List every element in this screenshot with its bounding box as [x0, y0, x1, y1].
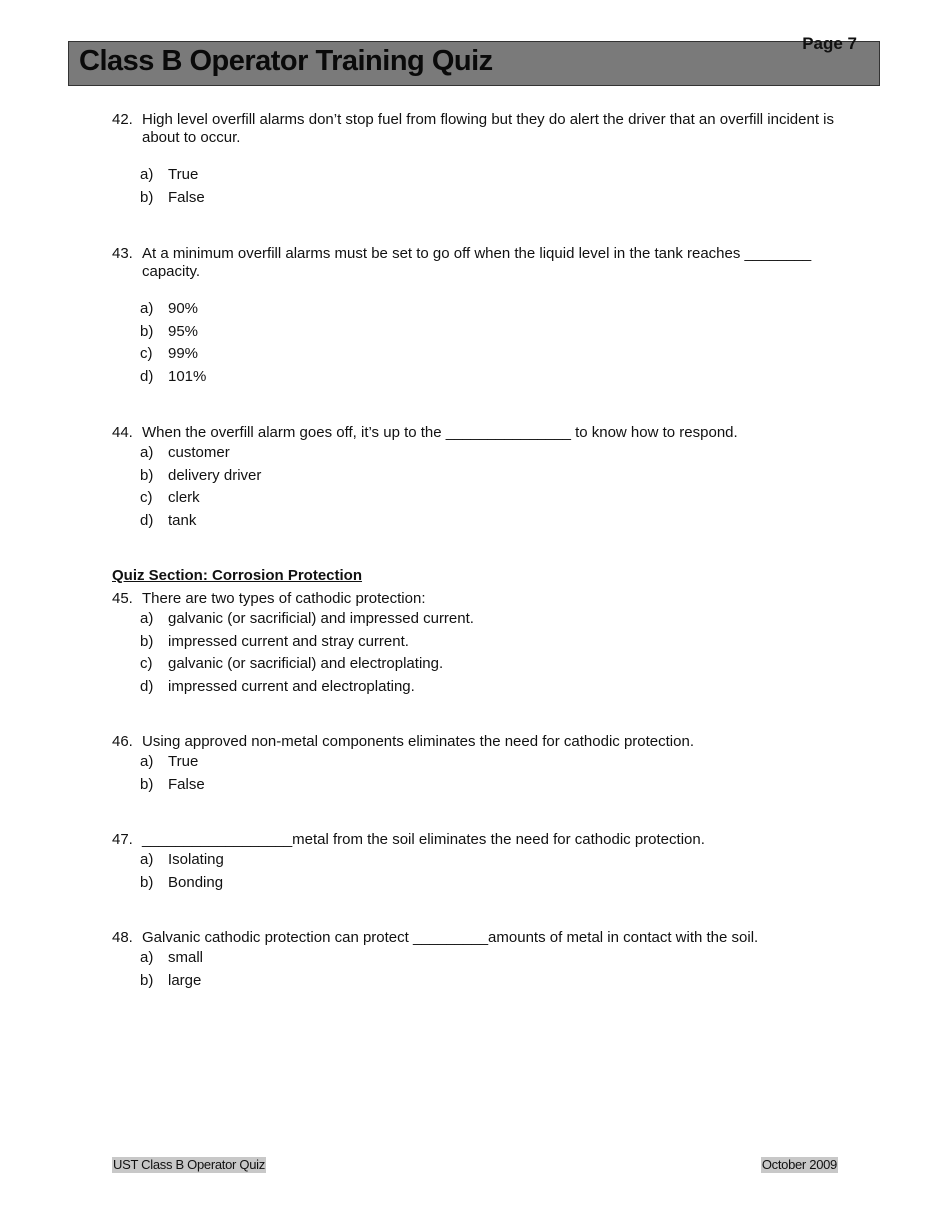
- option-letter: d): [140, 511, 154, 529]
- question-text: When the overfill alarm goes off, it’s up to the _______________ to know how to respond.: [142, 424, 738, 441]
- question-number: 44.: [112, 424, 133, 441]
- question-number: 48.: [112, 929, 133, 946]
- option-text: Isolating: [168, 851, 224, 868]
- answer-option[interactable]: [140, 487, 840, 510]
- option-text: False: [168, 775, 205, 793]
- question-stem: [112, 590, 840, 608]
- answer-option[interactable]: [140, 510, 840, 533]
- section-heading: Quiz Section: Corrosion Protection: [112, 567, 363, 584]
- option-letter: a): [140, 753, 154, 770]
- option-letter: a): [140, 610, 154, 627]
- option-text: True: [168, 166, 199, 183]
- question-46: [112, 733, 840, 796]
- answer-option[interactable]: [140, 366, 840, 389]
- footer-document-name: UST Class B Operator Quiz: [113, 1157, 265, 1172]
- answer-options: [112, 298, 840, 388]
- answer-options: [112, 849, 840, 894]
- question-text: At a minimum overfill alarms must be set to go off when the liquid level in the tank reaches ________ capacity.: [142, 245, 812, 280]
- question-number: 47.: [112, 831, 133, 848]
- answer-options: [112, 751, 840, 796]
- question-number: 46.: [112, 733, 133, 750]
- option-letter: b): [140, 632, 154, 650]
- question-stem: [112, 245, 840, 281]
- question-number: 43.: [112, 245, 133, 262]
- question-number: 42.: [112, 111, 133, 128]
- question-stem: [112, 733, 840, 751]
- quiz-content: [112, 111, 840, 992]
- option-text: 99%: [168, 345, 199, 362]
- option-text: Bonding: [168, 873, 224, 891]
- option-text: clerk: [168, 489, 200, 506]
- option-text: impressed current and stray current.: [168, 632, 409, 650]
- option-letter: b): [140, 466, 154, 484]
- option-text: 95%: [168, 322, 199, 340]
- question-text: __________________metal from the soil eliminates the need for cathodic protection.: [142, 831, 705, 848]
- answer-option[interactable]: [140, 187, 840, 210]
- answer-option[interactable]: [140, 751, 840, 774]
- answer-options: [112, 947, 840, 992]
- option-text: delivery driver: [168, 466, 262, 484]
- option-text: galvanic (or sacrificial) and electroplating.: [168, 655, 444, 672]
- option-letter: d): [140, 367, 154, 385]
- option-text: tank: [168, 511, 197, 529]
- option-text: 101%: [168, 367, 207, 385]
- answer-option[interactable]: [140, 676, 840, 699]
- header-bar: [68, 34, 880, 86]
- option-text: True: [168, 753, 199, 770]
- answer-option[interactable]: [140, 442, 840, 465]
- answer-option[interactable]: [140, 631, 840, 654]
- question-text: There are two types of cathodic protection:: [142, 590, 426, 607]
- option-letter: b): [140, 188, 154, 206]
- answer-option[interactable]: [140, 608, 840, 631]
- option-text: large: [168, 971, 202, 989]
- option-letter: b): [140, 971, 154, 989]
- footer-date: October 2009: [761, 1157, 837, 1172]
- question-45: [112, 590, 840, 698]
- question-42: [112, 111, 840, 209]
- question-43: [112, 245, 840, 388]
- option-text: customer: [168, 444, 230, 461]
- answer-option[interactable]: [140, 164, 840, 187]
- question-number: 45.: [112, 590, 133, 607]
- option-letter: d): [140, 677, 154, 695]
- option-text: False: [168, 188, 205, 206]
- answer-options: [112, 608, 840, 698]
- answer-option[interactable]: [140, 298, 840, 321]
- option-letter: c): [140, 489, 153, 506]
- question-stem: [112, 424, 840, 442]
- answer-option[interactable]: [140, 970, 840, 993]
- question-47: [112, 831, 840, 894]
- option-text: galvanic (or sacrificial) and impressed current.: [168, 610, 474, 627]
- question-text: Using approved non-metal components eliminates the need for cathodic protection.: [142, 733, 694, 750]
- question-stem: [112, 831, 840, 849]
- answer-option[interactable]: [140, 947, 840, 970]
- question-text: Galvanic cathodic protection can protect _________amounts of metal in contact with the soil.: [142, 929, 759, 946]
- option-letter: a): [140, 444, 154, 461]
- option-letter: a): [140, 851, 154, 868]
- answer-option[interactable]: [140, 653, 840, 676]
- answer-options: [112, 442, 840, 532]
- option-letter: a): [140, 949, 154, 966]
- option-letter: c): [140, 655, 153, 672]
- option-text: impressed current and electroplating.: [168, 677, 415, 695]
- option-letter: b): [140, 322, 154, 340]
- answer-option[interactable]: [140, 343, 840, 366]
- option-letter: a): [140, 166, 154, 183]
- option-text: 90%: [168, 300, 199, 317]
- answer-option[interactable]: [140, 872, 840, 895]
- option-letter: c): [140, 345, 153, 362]
- question-44: [112, 424, 840, 532]
- page-number: Page 7: [802, 34, 857, 53]
- document-title: Class B Operator Training Quiz: [79, 45, 493, 77]
- answer-options: [112, 164, 840, 209]
- option-letter: b): [140, 873, 154, 891]
- question-stem: [112, 929, 840, 947]
- question-text: High level overfill alarms don’t stop fuel from flowing but they do alert the driver that an overfill incident is about to occur.: [142, 111, 834, 146]
- answer-option[interactable]: [140, 849, 840, 872]
- answer-option[interactable]: [140, 321, 840, 344]
- answer-option[interactable]: [140, 774, 840, 797]
- option-text: small: [168, 949, 204, 966]
- question-48: [112, 929, 840, 992]
- question-stem: [112, 111, 840, 147]
- answer-option[interactable]: [140, 465, 840, 488]
- option-letter: b): [140, 775, 154, 793]
- option-letter: a): [140, 300, 154, 317]
